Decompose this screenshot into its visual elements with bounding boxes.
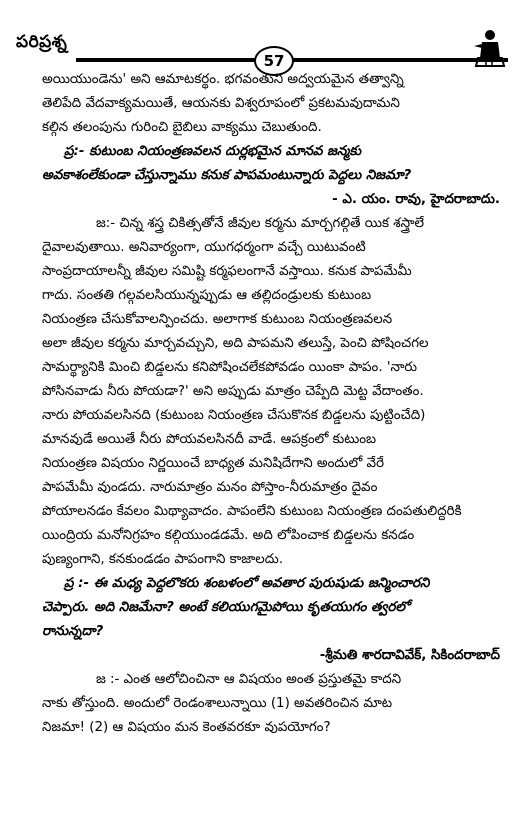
text-line: నియంత్రణ చేసుకోవాలన్పించదు. అలాగాక కుటుంబ నియంత్రణవలన xyxy=(42,312,393,327)
text-line: పోయాలనడం కేవలం మిథ్యావాదం. పాపంలేని కుటుంబ నియంత్రణ దంపతులిద్దరికి xyxy=(42,504,462,519)
question-line: రానున్నదా? xyxy=(42,624,104,639)
text-line: కల్గిన తలంపును గురించి బైబిలు వాక్యము చెబుతుంది. xyxy=(42,120,322,135)
question-author: -శ్రీమతి శారదావివేక్, సికిందరాబాద్ xyxy=(319,648,500,663)
text-line: యింద్రియ మనోనిగ్రహం కల్గియుండడమే. అది లోపించాక బిడ్డలను కనడం xyxy=(42,528,415,543)
text-line: పోసినవాడు నీరు పోయడా?' అని అప్పుడు మాత్రం చెప్పేది మెట్ట వేదాంతం. xyxy=(42,384,424,399)
text-line: మానవుడే అయితే నీరు పోయవలసినదీ వాడే. ఆపక్రంలో కుటుంబ xyxy=(42,432,377,447)
article-body xyxy=(42,68,500,740)
text-line: అలా జీవుల కర్మను మార్చవచ్చుని, అది పాపమని తలుస్తే, పెంచి పోషించగల xyxy=(42,336,429,351)
text-line: దైవాలవుతాయి. అనివార్యంగా, యుగధర్మంగా వచ్చే యిటువంటి xyxy=(42,240,366,255)
text-line: నారు పోయవలసినది (కుటుంబ నియంత్రణ చేసుకొనక బిడ్డలను పుట్టించేది) xyxy=(42,408,426,423)
text-line: అయియుండెను' అని ఆమాటకర్థం. భగవంతుని అద్వయమైన తత్వాన్ని xyxy=(42,72,404,87)
page-number: 57 xyxy=(254,46,294,76)
text-line: గాదు. సంతతి గల్గవలసియున్నప్పుడు ఆ తల్లిదండ్రులకు కుటుంబ xyxy=(42,288,372,303)
question-line: అవకాశంలేకుండా చేస్తున్నాము కనుక పాపమంటున్నారు పెద్దలు నిజమా? xyxy=(42,168,412,183)
text-line: పాపమేమీ వుండదు. నారుమాత్రం మనం పోస్తాం-నీరుమాత్రం దైవం xyxy=(42,480,378,495)
text-line: నియంత్రణ విషయం నిర్ణయించే బాధ్యత మనిషిదేగాని అందులో వేరే xyxy=(42,456,385,471)
question-line: ప్ర:- కుటుంబ నియంత్రణవలన దుర్లభమైన మానవ జన్మకు xyxy=(64,144,362,159)
text-line: సాంప్రదాయాలన్నీ జీవుల సమిష్టి కర్మఫలంగానే వస్తాయి. కనుక పాపమేమీ xyxy=(42,264,412,279)
text-line: తెలిపేది వేదవాక్యమయితే, ఆయనకు విశ్వరూపంలో ప్రకటమవుదామని xyxy=(42,96,400,111)
answer-line: జ :- ఎంత ఆలోచించినా ఆ విషయం అంత ప్రస్తుతమై కాదని xyxy=(96,672,402,687)
text-line: నిజమా! (2) ఆ విషయం మన కెంతవరకూ వుపయోగం? xyxy=(42,720,331,735)
teacher-illustration-icon xyxy=(472,28,506,68)
text-line: నాకు తోస్తుంది. అందులో రెండంశాలున్నాయి (1) అవతరించిన మాట xyxy=(42,696,393,711)
answer-line: జ:- చిన్న శస్త్ర చికిత్సతోనే జీవుల కర్మను మార్చగల్గితే యిక శస్త్రాలే xyxy=(96,216,424,231)
magazine-title: పరిప్రశ్న xyxy=(16,32,68,52)
page-header xyxy=(8,6,512,70)
question-line: చెప్పారు. అది నిజమేనా? అంటే కలియుగమైపోయి కృతయుగం త్వరలో xyxy=(42,600,410,615)
text-line: సామర్థ్యానికి మించి బిడ్డలను కనిపోషించలేకపోవడం యింకా పాపం. 'నారు xyxy=(42,360,418,375)
question-line: ప్ర :- ఈ మధ్య పెద్దలొకరు శంబళంలో అవతార పురుషుడు జన్మించారని xyxy=(64,576,430,591)
question-author: - ఎ. యం. రావు, హైదరాబాదు. xyxy=(332,192,500,207)
text-line: పుణ్యంగాని, కనకుండడం పాపంగాని కాజాలదు. xyxy=(42,552,284,567)
